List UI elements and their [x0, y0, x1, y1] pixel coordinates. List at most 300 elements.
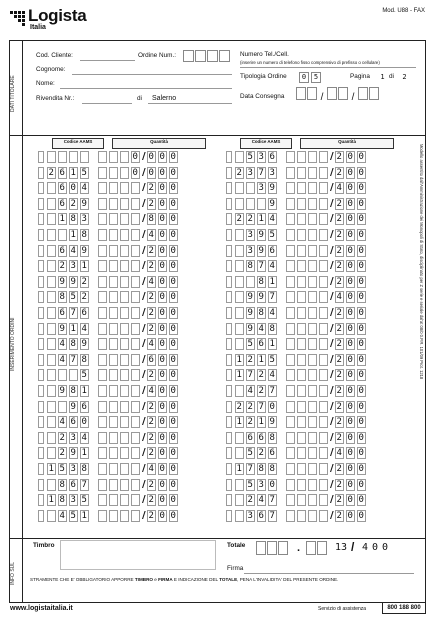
right-qty-digit[interactable]: 2	[336, 386, 342, 396]
left-row-marker[interactable]	[38, 213, 44, 225]
left-qty-digit[interactable]: 0	[159, 152, 165, 162]
right-qty-lead-digit[interactable]	[308, 401, 317, 413]
right-qty-digit[interactable]: 0	[347, 370, 353, 381]
left-code-digit[interactable]: 6	[59, 245, 65, 256]
left-code-digit[interactable]: 3	[81, 214, 87, 225]
left-code-digit[interactable]: 0	[70, 183, 76, 194]
left-qty-lead-digit[interactable]	[98, 151, 107, 163]
left-code-digit[interactable]: 8	[59, 495, 65, 506]
right-code-digit[interactable]: 2	[247, 495, 253, 506]
right-qty-lead-digit[interactable]	[286, 416, 295, 428]
right-qty-lead-digit[interactable]	[297, 432, 306, 444]
right-code-digit[interactable]: 6	[258, 339, 264, 350]
right-qty-lead-digit[interactable]	[286, 229, 295, 241]
left-qty-lead-digit[interactable]	[98, 369, 107, 381]
left-qty-digit[interactable]: 0	[159, 370, 165, 381]
right-qty-lead-digit[interactable]	[319, 494, 328, 506]
right-code-digit[interactable]: 4	[269, 370, 275, 381]
left-code-digit[interactable]	[80, 151, 89, 163]
right-qty-lead-digit[interactable]	[286, 323, 295, 335]
left-qty-lead-digit[interactable]	[98, 229, 107, 241]
right-qty-lead-digit[interactable]	[319, 245, 328, 257]
right-qty-lead-digit[interactable]	[308, 276, 317, 288]
right-code-digit[interactable]	[235, 291, 244, 303]
left-code-digit[interactable]	[47, 401, 56, 413]
left-code-digit[interactable]	[47, 291, 56, 303]
right-code-digit[interactable]: 3	[247, 167, 253, 178]
right-row-marker[interactable]	[226, 479, 232, 491]
left-qty-lead-digit[interactable]	[120, 385, 129, 397]
left-code-digit[interactable]	[58, 151, 67, 163]
right-qty-lead-digit[interactable]	[308, 291, 317, 303]
right-qty-digit[interactable]: 2	[336, 401, 342, 412]
right-code-digit[interactable]	[235, 198, 244, 210]
right-qty-lead-digit[interactable]	[297, 276, 306, 288]
right-code-digit[interactable]: 5	[269, 230, 275, 240]
left-code-digit[interactable]: 6	[70, 417, 76, 428]
left-qty-digit[interactable]: 0	[170, 245, 176, 256]
left-code-digit[interactable]: 4	[59, 354, 65, 365]
right-qty-lead-digit[interactable]	[308, 151, 317, 163]
right-qty-digit[interactable]: 2	[336, 245, 342, 256]
left-code-digit[interactable]: 5	[70, 292, 76, 303]
right-qty-digit[interactable]: 0	[358, 214, 364, 225]
left-code-digit[interactable]: 1	[59, 214, 65, 225]
left-qty-lead-digit[interactable]	[109, 307, 118, 319]
nome-field[interactable]	[60, 88, 232, 89]
left-qty-digit[interactable]: 0	[170, 370, 176, 381]
right-qty-lead-digit[interactable]	[286, 354, 295, 366]
right-code-digit[interactable]: 9	[269, 417, 275, 428]
right-code-digit[interactable]	[246, 182, 255, 194]
right-code-digit[interactable]: 1	[269, 276, 275, 287]
right-row-marker[interactable]	[226, 291, 232, 303]
right-qty-digit[interactable]: 0	[358, 432, 364, 443]
left-qty-lead-digit[interactable]	[131, 385, 140, 397]
right-qty-lead-digit[interactable]	[286, 260, 295, 272]
right-code-digit[interactable]: 5	[247, 339, 253, 350]
right-qty-lead-digit[interactable]	[308, 354, 317, 366]
left-qty-digit[interactable]: 2	[148, 198, 154, 209]
right-qty-lead-digit[interactable]	[308, 510, 317, 522]
left-qty-digit[interactable]: 0	[159, 401, 165, 412]
right-code-digit[interactable]: 2	[247, 214, 253, 225]
left-qty-digit[interactable]: 0	[170, 230, 176, 240]
numero-tel-field[interactable]	[240, 67, 416, 68]
left-qty-digit[interactable]: 0	[159, 495, 165, 506]
right-qty-lead-digit[interactable]	[297, 385, 306, 397]
right-qty-digit[interactable]: 0	[347, 479, 353, 490]
left-code-digit[interactable]: 8	[59, 479, 65, 490]
right-row-marker[interactable]	[226, 213, 232, 225]
left-row-marker[interactable]	[38, 276, 44, 288]
right-code-digit[interactable]: 3	[258, 183, 264, 194]
left-qty-lead-digit[interactable]	[131, 354, 140, 366]
left-qty-lead-digit[interactable]	[109, 385, 118, 397]
right-qty-lead-digit[interactable]	[286, 167, 295, 179]
left-code-digit[interactable]	[47, 276, 56, 288]
right-qty-lead-digit[interactable]	[319, 291, 328, 303]
left-code-digit[interactable]: 4	[81, 183, 87, 194]
left-qty-lead-digit[interactable]	[109, 463, 118, 475]
right-qty-digit[interactable]: 0	[358, 230, 364, 240]
right-code-digit[interactable]: 1	[236, 417, 242, 428]
right-qty-digit[interactable]: 2	[336, 276, 342, 287]
left-qty-lead-digit[interactable]	[98, 416, 107, 428]
left-code-digit[interactable]: 6	[59, 198, 65, 209]
left-code-digit[interactable]	[47, 182, 56, 194]
left-code-digit[interactable]	[47, 245, 56, 257]
left-qty-lead-digit[interactable]	[131, 479, 140, 491]
right-code-digit[interactable]	[235, 182, 244, 194]
right-qty-lead-digit[interactable]	[308, 213, 317, 225]
left-code-digit[interactable]: 1	[70, 167, 76, 178]
right-qty-lead-digit[interactable]	[308, 229, 317, 241]
right-row-marker[interactable]	[226, 401, 232, 413]
right-qty-lead-digit[interactable]	[308, 182, 317, 194]
right-qty-lead-digit[interactable]	[308, 416, 317, 428]
right-qty-digit[interactable]: 0	[347, 495, 353, 506]
left-code-digit[interactable]	[47, 198, 56, 210]
left-qty-lead-digit[interactable]	[120, 401, 129, 413]
left-qty-digit[interactable]: 0	[170, 183, 176, 194]
right-code-digit[interactable]: 2	[236, 214, 242, 225]
right-qty-lead-digit[interactable]	[286, 276, 295, 288]
left-qty-digit[interactable]: 0	[170, 386, 176, 396]
left-qty-lead-digit[interactable]	[109, 229, 118, 241]
left-qty-digit[interactable]: 4	[148, 339, 154, 350]
right-qty-lead-digit[interactable]	[286, 494, 295, 506]
left-code-digit[interactable]	[47, 447, 56, 459]
left-qty-lead-digit[interactable]	[131, 338, 140, 350]
left-code-digit[interactable]: 6	[59, 167, 65, 178]
right-code-digit[interactable]: 9	[247, 308, 253, 318]
left-code-digit[interactable]: 1	[70, 230, 76, 240]
left-row-marker[interactable]	[38, 167, 44, 179]
right-row-marker[interactable]	[226, 447, 232, 459]
left-qty-digit[interactable]: 0	[170, 323, 176, 334]
left-code-digit[interactable]: 6	[81, 308, 87, 318]
left-qty-digit[interactable]: 0	[170, 432, 176, 443]
left-qty-lead-digit[interactable]	[109, 510, 118, 522]
right-qty-digit[interactable]: 2	[336, 339, 342, 350]
right-row-marker[interactable]	[226, 369, 232, 381]
left-qty-lead-digit[interactable]	[131, 213, 140, 225]
left-code-digit[interactable]: 8	[70, 339, 76, 350]
left-row-marker[interactable]	[38, 291, 44, 303]
left-code-digit[interactable]: 2	[59, 261, 65, 272]
left-row-marker[interactable]	[38, 307, 44, 319]
left-code-digit[interactable]: 3	[70, 495, 76, 506]
left-qty-lead-digit[interactable]	[109, 479, 118, 491]
left-code-digit[interactable]	[47, 369, 56, 381]
left-qty-digit[interactable]: 0	[159, 510, 165, 521]
left-qty-lead-digit[interactable]	[120, 307, 129, 319]
left-code-digit[interactable]: 0	[81, 417, 87, 428]
right-qty-lead-digit[interactable]	[297, 167, 306, 179]
left-qty-digit[interactable]: 2	[148, 370, 154, 381]
right-qty-digit[interactable]: 0	[358, 308, 364, 318]
left-qty-lead-digit[interactable]	[98, 260, 107, 272]
right-qty-lead-digit[interactable]	[308, 447, 317, 459]
right-qty-digit[interactable]: 0	[347, 448, 353, 459]
left-code-digit[interactable]: 1	[48, 495, 54, 506]
left-qty-digit[interactable]: 2	[148, 417, 154, 428]
left-row-marker[interactable]	[38, 510, 44, 522]
left-qty-lead-digit[interactable]	[109, 151, 118, 163]
right-code-digit[interactable]: 6	[269, 448, 275, 459]
right-qty-digit[interactable]: 0	[347, 198, 353, 209]
right-qty-lead-digit[interactable]	[297, 182, 306, 194]
left-row-marker[interactable]	[38, 245, 44, 257]
right-qty-lead-digit[interactable]	[297, 307, 306, 319]
right-qty-digit[interactable]: 4	[336, 448, 342, 459]
left-code-digit[interactable]: 9	[59, 276, 65, 287]
right-qty-lead-digit[interactable]	[319, 479, 328, 491]
left-qty-digit[interactable]: 2	[148, 245, 154, 256]
rivendita-field[interactable]	[82, 103, 132, 104]
right-qty-digit[interactable]: 0	[347, 292, 353, 303]
left-qty-lead-digit[interactable]	[109, 432, 118, 444]
right-code-digit[interactable]: 2	[247, 354, 253, 365]
left-qty-digit[interactable]: 0	[170, 261, 176, 272]
right-qty-digit[interactable]: 0	[347, 417, 353, 428]
left-qty-lead-digit[interactable]	[109, 416, 118, 428]
left-code-digit[interactable]: 4	[81, 432, 87, 443]
left-qty-lead-digit[interactable]	[98, 463, 107, 475]
left-qty-lead-digit[interactable]	[120, 151, 129, 163]
right-row-marker[interactable]	[226, 494, 232, 506]
left-qty-digit[interactable]: 8	[148, 214, 154, 225]
right-code-digit[interactable]: 7	[269, 386, 275, 396]
left-code-digit[interactable]	[58, 229, 67, 241]
right-code-digit[interactable]: 4	[269, 308, 275, 318]
right-qty-digit[interactable]: 0	[347, 276, 353, 287]
right-code-digit[interactable]: 1	[236, 370, 242, 381]
right-qty-lead-digit[interactable]	[308, 494, 317, 506]
right-qty-lead-digit[interactable]	[297, 401, 306, 413]
right-qty-digit[interactable]: 0	[358, 198, 364, 209]
left-code-digit[interactable]: 1	[48, 464, 54, 474]
right-qty-digit[interactable]: 2	[336, 495, 342, 506]
left-qty-lead-digit[interactable]	[98, 401, 107, 413]
right-qty-lead-digit[interactable]	[319, 463, 328, 475]
left-qty-digit[interactable]: 0	[170, 479, 176, 490]
left-qty-lead-digit[interactable]	[120, 198, 129, 210]
left-qty-digit[interactable]: 0	[159, 261, 165, 272]
right-code-digit[interactable]	[235, 323, 244, 335]
right-qty-lead-digit[interactable]	[297, 416, 306, 428]
right-qty-lead-digit[interactable]	[286, 447, 295, 459]
right-qty-digit[interactable]: 2	[336, 354, 342, 365]
right-qty-digit[interactable]: 0	[358, 261, 364, 272]
right-qty-digit[interactable]: 0	[347, 432, 353, 443]
left-code-digit[interactable]: 8	[81, 464, 87, 474]
left-code-digit[interactable]: 8	[70, 214, 76, 225]
left-code-digit[interactable]	[47, 479, 56, 491]
left-qty-lead-digit[interactable]	[131, 463, 140, 475]
right-row-marker[interactable]	[226, 432, 232, 444]
left-code-digit[interactable]: 5	[81, 370, 87, 381]
left-qty-digit[interactable]: 0	[170, 401, 176, 412]
left-row-marker[interactable]	[38, 198, 44, 210]
left-qty-lead-digit[interactable]	[120, 510, 129, 522]
left-qty-lead-digit[interactable]	[98, 447, 107, 459]
left-qty-lead-digit[interactable]	[98, 245, 107, 257]
right-qty-lead-digit[interactable]	[297, 494, 306, 506]
left-code-digit[interactable]: 6	[59, 308, 65, 318]
right-code-digit[interactable]: 4	[269, 214, 275, 225]
left-code-digit[interactable]: 2	[81, 276, 87, 287]
right-qty-digit[interactable]: 0	[347, 167, 353, 178]
left-qty-digit[interactable]: 4	[148, 464, 154, 474]
left-qty-digit[interactable]: 0	[170, 214, 176, 225]
left-code-digit[interactable]: 8	[81, 230, 87, 240]
left-qty-lead-digit[interactable]	[120, 323, 129, 335]
right-qty-digit[interactable]: 2	[336, 261, 342, 272]
left-qty-lead-digit[interactable]	[109, 213, 118, 225]
left-code-digit[interactable]: 8	[70, 386, 76, 396]
right-code-digit[interactable]: 1	[236, 464, 242, 474]
left-qty-digit[interactable]: 0	[159, 479, 165, 490]
left-qty-lead-digit[interactable]	[120, 291, 129, 303]
right-row-marker[interactable]	[226, 260, 232, 272]
left-qty-digit[interactable]: 2	[148, 479, 154, 490]
right-code-digit[interactable]: 5	[247, 448, 253, 459]
tipologia-box-2[interactable]: 5	[311, 72, 321, 83]
left-qty-lead-digit[interactable]	[109, 323, 118, 335]
right-code-digit[interactable]: 7	[258, 401, 264, 412]
right-code-digit[interactable]: 9	[258, 230, 264, 240]
right-code-digit[interactable]: 7	[269, 292, 275, 303]
right-qty-digit[interactable]: 0	[358, 401, 364, 412]
left-code-digit[interactable]: 9	[59, 386, 65, 396]
left-qty-digit[interactable]: 0	[159, 276, 165, 287]
right-code-digit[interactable]: 8	[269, 323, 275, 334]
timbro-area[interactable]	[60, 540, 216, 570]
left-qty-lead-digit[interactable]	[120, 447, 129, 459]
right-qty-digit[interactable]: 0	[347, 261, 353, 272]
left-code-digit[interactable]	[47, 385, 56, 397]
left-code-digit[interactable]: 6	[59, 183, 65, 194]
right-code-digit[interactable]: 6	[258, 432, 264, 443]
left-row-marker[interactable]	[38, 416, 44, 428]
left-row-marker[interactable]	[38, 151, 44, 163]
data-consegna-boxes[interactable]: / /	[296, 87, 379, 105]
left-code-digit[interactable]: 7	[70, 308, 76, 318]
right-qty-digit[interactable]: 0	[358, 464, 364, 474]
left-code-digit[interactable]: 6	[81, 401, 87, 412]
left-qty-lead-digit[interactable]: 0	[132, 152, 138, 162]
right-qty-lead-digit[interactable]	[297, 291, 306, 303]
firma-field[interactable]	[244, 573, 414, 574]
left-qty-digit[interactable]: 0	[159, 183, 165, 194]
right-qty-lead-digit[interactable]	[319, 182, 328, 194]
tipologia-box-1[interactable]: 0	[299, 72, 309, 83]
left-qty-lead-digit[interactable]	[109, 338, 118, 350]
right-qty-lead-digit[interactable]	[297, 479, 306, 491]
right-qty-digit[interactable]: 0	[347, 230, 353, 240]
left-qty-lead-digit[interactable]	[131, 510, 140, 522]
left-qty-digit[interactable]: 4	[148, 276, 154, 287]
right-qty-digit[interactable]: 0	[347, 401, 353, 412]
left-code-digit[interactable]: 2	[48, 167, 54, 178]
right-row-marker[interactable]	[226, 354, 232, 366]
right-code-digit[interactable]: 8	[258, 276, 264, 287]
left-qty-digit[interactable]: 0	[170, 510, 176, 521]
right-code-digit[interactable]	[257, 198, 266, 210]
totale-boxes-mid[interactable]	[306, 541, 327, 560]
left-qty-lead-digit[interactable]	[98, 385, 107, 397]
right-code-digit[interactable]	[235, 494, 244, 506]
left-qty-lead-digit[interactable]	[98, 494, 107, 506]
right-qty-lead-digit[interactable]	[319, 338, 328, 350]
left-qty-lead-digit[interactable]	[109, 369, 118, 381]
right-qty-digit[interactable]: 0	[347, 339, 353, 350]
right-qty-digit[interactable]: 2	[336, 152, 342, 162]
right-qty-lead-digit[interactable]	[297, 213, 306, 225]
right-qty-lead-digit[interactable]	[319, 198, 328, 210]
left-code-digit[interactable]: 2	[59, 432, 65, 443]
right-code-digit[interactable]: 8	[269, 432, 275, 443]
right-row-marker[interactable]	[226, 510, 232, 522]
right-code-digit[interactable]	[235, 245, 244, 257]
right-qty-digit[interactable]: 2	[336, 464, 342, 474]
right-qty-lead-digit[interactable]	[286, 479, 295, 491]
left-code-digit[interactable]: 2	[59, 448, 65, 459]
right-code-digit[interactable]: 0	[269, 479, 275, 490]
right-qty-lead-digit[interactable]	[319, 401, 328, 413]
left-code-digit[interactable]	[58, 369, 67, 381]
left-qty-lead-digit[interactable]	[98, 198, 107, 210]
left-row-marker[interactable]	[38, 494, 44, 506]
left-code-digit[interactable]: 5	[81, 495, 87, 506]
left-qty-digit[interactable]: 0	[159, 198, 165, 209]
right-qty-lead-digit[interactable]	[286, 307, 295, 319]
right-code-digit[interactable]: 9	[258, 245, 264, 256]
left-qty-lead-digit[interactable]	[131, 307, 140, 319]
right-qty-digit[interactable]: 0	[347, 323, 353, 334]
left-qty-digit[interactable]: 0	[159, 167, 165, 178]
right-qty-lead-digit[interactable]	[308, 338, 317, 350]
right-qty-digit[interactable]: 0	[358, 167, 364, 178]
left-row-marker[interactable]	[38, 182, 44, 194]
right-qty-lead-digit[interactable]	[319, 276, 328, 288]
right-code-digit[interactable]	[235, 229, 244, 241]
right-code-digit[interactable]: 7	[269, 495, 275, 506]
left-code-digit[interactable]: 4	[81, 323, 87, 334]
left-qty-digit[interactable]: 0	[159, 214, 165, 225]
right-qty-digit[interactable]: 0	[347, 183, 353, 194]
right-code-digit[interactable]	[235, 479, 244, 491]
left-qty-digit[interactable]: 0	[170, 276, 176, 287]
right-code-digit[interactable]: 4	[258, 323, 264, 334]
left-code-digit[interactable]: 5	[70, 510, 76, 521]
left-qty-lead-digit[interactable]	[98, 432, 107, 444]
left-qty-lead-digit[interactable]	[120, 479, 129, 491]
left-qty-lead-digit[interactable]	[98, 182, 107, 194]
left-qty-digit[interactable]: 0	[170, 339, 176, 350]
right-code-digit[interactable]: 0	[269, 401, 275, 412]
left-qty-digit[interactable]: 2	[148, 401, 154, 412]
right-code-digit[interactable]: 1	[258, 214, 264, 225]
right-qty-digit[interactable]: 0	[358, 417, 364, 428]
right-code-digit[interactable]: 3	[247, 245, 253, 256]
left-qty-digit[interactable]: 2	[148, 308, 154, 318]
right-code-digit[interactable]: 4	[258, 495, 264, 506]
right-code-digit[interactable]: 2	[247, 401, 253, 412]
left-qty-lead-digit[interactable]	[120, 463, 129, 475]
